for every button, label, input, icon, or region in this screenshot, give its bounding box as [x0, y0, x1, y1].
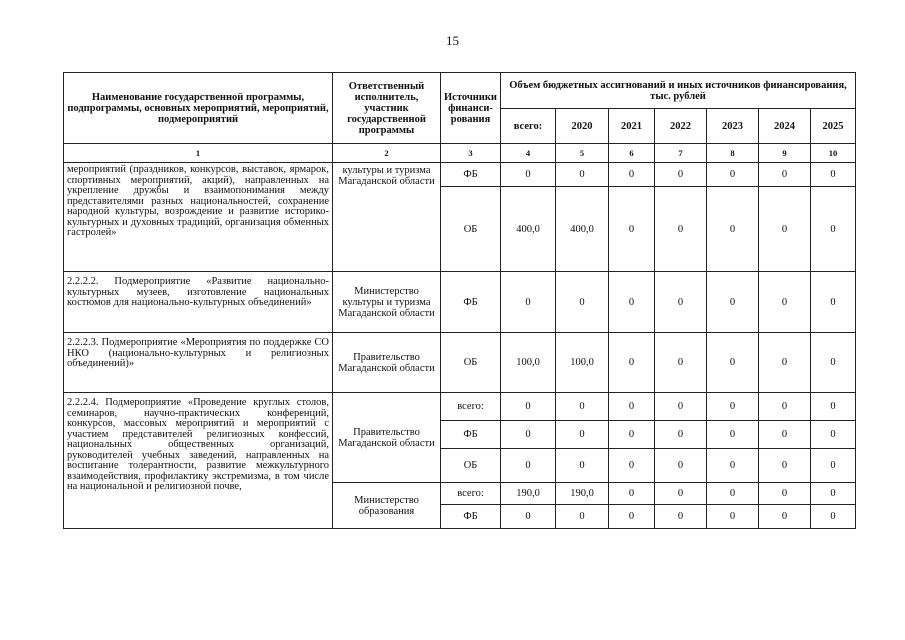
column-number: 4: [501, 144, 556, 163]
value-cell: 0: [556, 449, 609, 483]
value-cell: 0: [501, 505, 556, 529]
value-cell: 0: [655, 505, 707, 529]
value-cell: 0: [759, 187, 811, 272]
column-number: 9: [759, 144, 811, 163]
column-numbers-row: [64, 144, 856, 163]
value-cell: 0: [501, 272, 556, 333]
funding-source: ФБ: [441, 163, 501, 187]
column-number: 2: [333, 144, 441, 163]
value-cell: 0: [655, 163, 707, 187]
funding-source: всего:: [441, 393, 501, 421]
column-number: 6: [609, 144, 655, 163]
value-cell: 0: [759, 163, 811, 187]
column-number: 10: [811, 144, 856, 163]
responsible-executor: Министерство образования: [333, 483, 441, 529]
value-cell: 0: [556, 421, 609, 449]
value-cell: 0: [707, 393, 759, 421]
funding-source: ФБ: [441, 505, 501, 529]
value-cell: 0: [811, 333, 856, 393]
value-cell: 0: [609, 163, 655, 187]
value-cell: 400,0: [501, 187, 556, 272]
header-total: всего:: [501, 109, 556, 144]
value-cell: 0: [811, 393, 856, 421]
value-cell: 0: [609, 187, 655, 272]
header-year: 2021: [609, 109, 655, 144]
header-row: [64, 73, 856, 109]
page-number: 15: [446, 33, 459, 48]
value-cell: 0: [556, 272, 609, 333]
value-cell: 0: [707, 483, 759, 505]
column-number: 7: [655, 144, 707, 163]
value-cell: 0: [501, 163, 556, 187]
funding-source: ФБ: [441, 421, 501, 449]
table-row: [64, 163, 856, 187]
budget-table: [63, 72, 856, 529]
value-cell: 0: [556, 393, 609, 421]
header-year: 2022: [655, 109, 707, 144]
value-cell: 0: [811, 449, 856, 483]
value-cell: 0: [556, 163, 609, 187]
value-cell: 0: [655, 333, 707, 393]
value-cell: 0: [811, 505, 856, 529]
column-number: 8: [707, 144, 759, 163]
value-cell: 0: [759, 505, 811, 529]
funding-source: ОБ: [441, 187, 501, 272]
value-cell: 100,0: [556, 333, 609, 393]
value-cell: 0: [759, 272, 811, 333]
value-cell: 0: [501, 449, 556, 483]
value-cell: 0: [655, 272, 707, 333]
responsible-executor: Правительство Магаданской области: [333, 333, 441, 393]
measure-name: 2.2.2.2. Подмероприятие «Развитие национально-культурных музеев, изготовление национальных костюмов для национально-культурных объединений»: [64, 272, 333, 333]
value-cell: 0: [501, 393, 556, 421]
measure-name: 2.2.2.3. Подмероприятие «Мероприятия по поддержке СО НКО (национально-культурных и религиозных объединений)»: [64, 333, 333, 393]
funding-source: ОБ: [441, 449, 501, 483]
value-cell: 0: [811, 272, 856, 333]
value-cell: 0: [707, 163, 759, 187]
value-cell: 0: [759, 393, 811, 421]
header-responsible: Ответственный исполнитель, участник государственной программы: [333, 73, 441, 144]
value-cell: 0: [811, 483, 856, 505]
column-number: 5: [556, 144, 609, 163]
measure-name: мероприятий (праздников, конкурсов, выставок, ярмарок, спортивных мероприятий, акций), направленных на укрепление дружбы и взаимопонимания между представителями разных национальностей, сохранение народной культуры, возрождение и развитие историко-культурных и духовных традиций, организация обменных гастролей»: [64, 163, 333, 272]
value-cell: 100,0: [501, 333, 556, 393]
table-row: [64, 393, 856, 421]
header-year: 2024: [759, 109, 811, 144]
value-cell: 0: [609, 505, 655, 529]
header-year: 2025: [811, 109, 856, 144]
value-cell: 0: [811, 421, 856, 449]
funding-source: ОБ: [441, 333, 501, 393]
header-budget: Объем бюджетных ассигнований и иных источников финансирования, тыс. рублей: [501, 73, 856, 109]
value-cell: 0: [759, 483, 811, 505]
responsible-executor: Министерство культуры и туризма Магаданской области: [333, 272, 441, 333]
value-cell: 190,0: [556, 483, 609, 505]
value-cell: 0: [556, 505, 609, 529]
responsible-executor: культуры и туризма Магаданской области: [333, 163, 441, 272]
value-cell: 0: [707, 421, 759, 449]
responsible-executor: Правительство Магаданской области: [333, 393, 441, 483]
value-cell: 0: [609, 421, 655, 449]
value-cell: 0: [655, 421, 707, 449]
column-number: 1: [64, 144, 333, 163]
value-cell: 0: [655, 187, 707, 272]
value-cell: 0: [707, 449, 759, 483]
value-cell: 0: [501, 421, 556, 449]
value-cell: 0: [707, 187, 759, 272]
value-cell: 0: [707, 333, 759, 393]
value-cell: 0: [609, 483, 655, 505]
header-sources: Источники финанси-рования: [441, 73, 501, 144]
value-cell: 400,0: [556, 187, 609, 272]
value-cell: 0: [609, 393, 655, 421]
value-cell: 0: [609, 449, 655, 483]
value-cell: 0: [609, 333, 655, 393]
value-cell: 0: [609, 272, 655, 333]
value-cell: 0: [655, 393, 707, 421]
measure-name: 2.2.2.4. Подмероприятие «Проведение круглых столов, семинаров, научно-практических конференций, конкурсов, массовых мероприятий и мероприятий с участием представителей религиозных конфессий, национальных общественных организаций, руководителей учебных заведений, направленных на воспитание толерантности, развитие межкультурного взаимодействия, профилактику экстремизма, в том числе на национальной и религиозной почве,: [64, 393, 333, 529]
funding-source: ФБ: [441, 272, 501, 333]
value-cell: 0: [655, 449, 707, 483]
value-cell: 0: [811, 187, 856, 272]
value-cell: 0: [759, 421, 811, 449]
table-row: [64, 333, 856, 393]
value-cell: 190,0: [501, 483, 556, 505]
header-year: 2023: [707, 109, 759, 144]
value-cell: 0: [811, 163, 856, 187]
value-cell: 0: [759, 449, 811, 483]
table-row: [64, 272, 856, 333]
funding-source: всего:: [441, 483, 501, 505]
header-name: Наименование государственной программы, подпрограммы, основных мероприятий, мероприятий, подмероприятий: [64, 73, 333, 144]
value-cell: 0: [759, 333, 811, 393]
value-cell: 0: [707, 505, 759, 529]
value-cell: 0: [655, 483, 707, 505]
header-year: 2020: [556, 109, 609, 144]
column-number: 3: [441, 144, 501, 163]
value-cell: 0: [707, 272, 759, 333]
